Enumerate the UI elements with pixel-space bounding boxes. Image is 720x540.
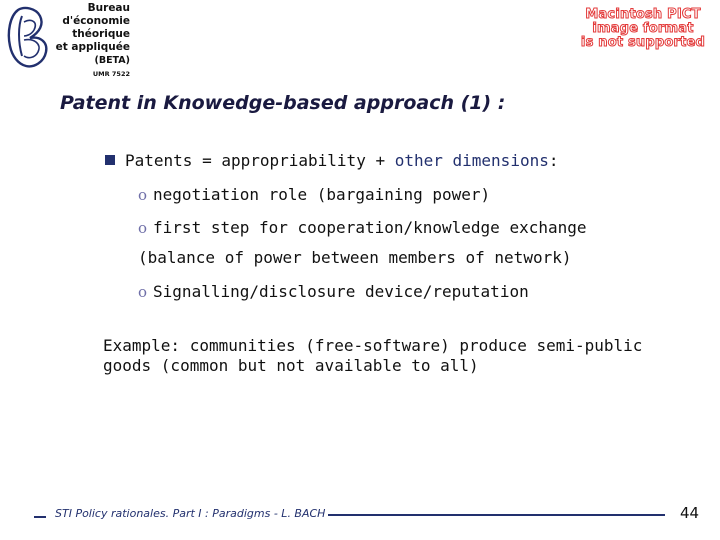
beta-logo-text xyxy=(54,2,130,78)
footer-rule xyxy=(328,514,665,516)
main-bullet-highlight: other dimensions xyxy=(394,151,549,170)
sub-item-2 xyxy=(138,218,587,237)
sub-item-1 xyxy=(138,185,490,204)
pict-line-2: image format xyxy=(592,21,694,36)
example-line-2: goods (common but not available to all) xyxy=(103,356,479,375)
main-bullet-suffix: : xyxy=(548,151,559,170)
logo-umr: UMR 7522 xyxy=(92,70,130,78)
logo-line-5: (BETA) xyxy=(94,55,130,66)
sub-item-2-text: first step for cooperation/knowledge exchange xyxy=(153,218,587,237)
logo-line-3: théorique xyxy=(72,28,130,40)
unsupported-image-placeholder xyxy=(566,8,720,50)
footer-left-rule xyxy=(34,516,46,518)
pict-line-3: is not supported xyxy=(580,35,706,50)
sub-bullet-icon: o xyxy=(138,283,148,301)
beta-logo xyxy=(4,2,134,82)
example-line-1: Example: communities (free-software) produce semi-public xyxy=(103,336,643,355)
logo-line-4: et appliquée xyxy=(55,41,130,53)
logo-line-2: d'économie xyxy=(62,15,130,27)
sub-item-2-continuation: (balance of power between members of network) xyxy=(138,248,572,267)
square-bullet-icon xyxy=(105,155,115,165)
main-bullet xyxy=(125,151,558,170)
sub-item-3-text: Signalling/disclosure device/reputation xyxy=(153,282,529,301)
slide-title: Patent in Knowedge-based approach (1) : xyxy=(60,92,506,114)
main-bullet-prefix: Patents = appropriability + xyxy=(125,151,395,170)
sub-bullet-icon: o xyxy=(138,219,148,237)
footer-text: STI Policy rationales. Part I : Paradigms - L. BACH xyxy=(55,507,326,520)
sub-bullet-icon: o xyxy=(138,186,148,204)
sub-item-3 xyxy=(138,282,529,301)
pict-line-1: Macintosh PICT xyxy=(585,7,701,22)
sub-item-1-text: negotiation role (bargaining power) xyxy=(153,185,491,204)
beta-logo-mark-icon xyxy=(4,2,54,72)
logo-line-1: Bureau xyxy=(87,2,130,14)
page-number: 44 xyxy=(680,504,700,522)
